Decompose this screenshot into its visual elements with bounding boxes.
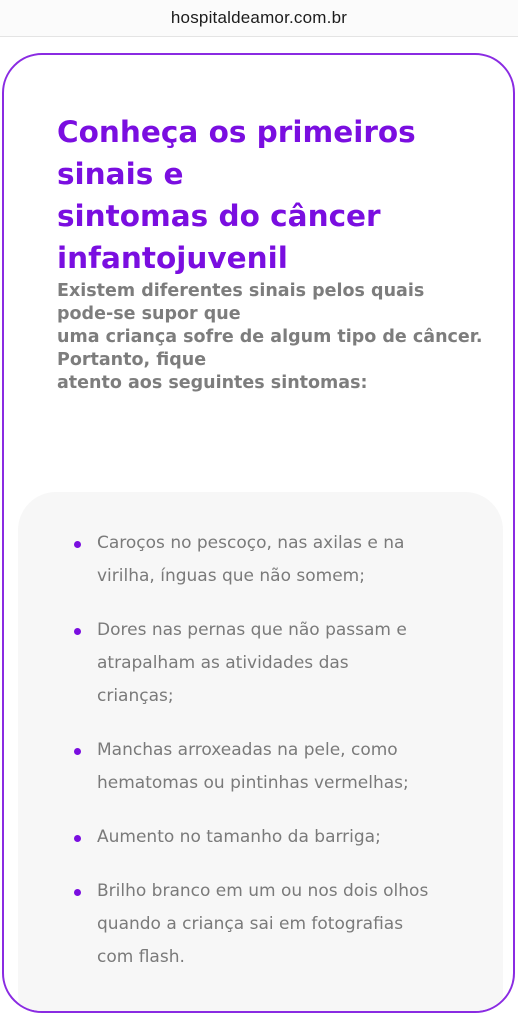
symptom-text: Aumento no tamanho da barriga; [97, 827, 381, 847]
symptom-list [18, 527, 503, 995]
intro-line: pode-se supor que [57, 304, 241, 324]
intro-line: atento aos seguintes sintomas: [57, 373, 368, 393]
list-item [18, 821, 503, 854]
bullet-dot-icon [74, 889, 81, 896]
title-line: infantojuvenil [57, 241, 288, 275]
symptom-text: hematomas ou pintinhas vermelhas; [97, 773, 409, 793]
title-line: Conheça os primeiros [57, 115, 416, 149]
list-item [18, 875, 503, 974]
symptom-text: Dores nas pernas que não passam e [97, 620, 407, 640]
title-line: sintomas do câncer [57, 199, 381, 233]
intro-line: uma criança sofre de algum tipo de câncer. [57, 327, 483, 347]
list-item [18, 527, 503, 593]
symptom-text: crianças; [97, 686, 174, 706]
list-item [18, 614, 503, 713]
symptom-text: Caroços no pescoço, nas axilas e na [97, 533, 405, 553]
bullet-dot-icon [74, 835, 81, 842]
symptoms-box [18, 492, 503, 1013]
symptom-text: virilha, ínguas que não somem; [97, 566, 365, 586]
intro-paragraph [57, 280, 483, 395]
symptom-text: Manchas arroxeadas na pele, como [97, 740, 398, 760]
symptom-text: quando a criança sai em fotografias [97, 914, 404, 934]
intro-line: Portanto, fique [57, 350, 207, 370]
info-card [2, 53, 515, 1013]
symptom-text: Brilho branco em um ou nos dois olhos [97, 881, 429, 901]
browser-address-bar[interactable] [0, 0, 518, 37]
bullet-dot-icon [74, 748, 81, 755]
bullet-dot-icon [74, 541, 81, 548]
symptom-text: com flash. [97, 947, 185, 967]
symptom-text: atrapalham as atividades das [97, 653, 349, 673]
title-line: sinais e [57, 157, 184, 191]
bullet-dot-icon [74, 628, 81, 635]
page-title [57, 111, 477, 279]
url-text: hospitaldeamor.com.br [170, 8, 348, 27]
intro-line: Existem diferentes sinais pelos quais [57, 281, 425, 301]
list-item [18, 734, 503, 800]
